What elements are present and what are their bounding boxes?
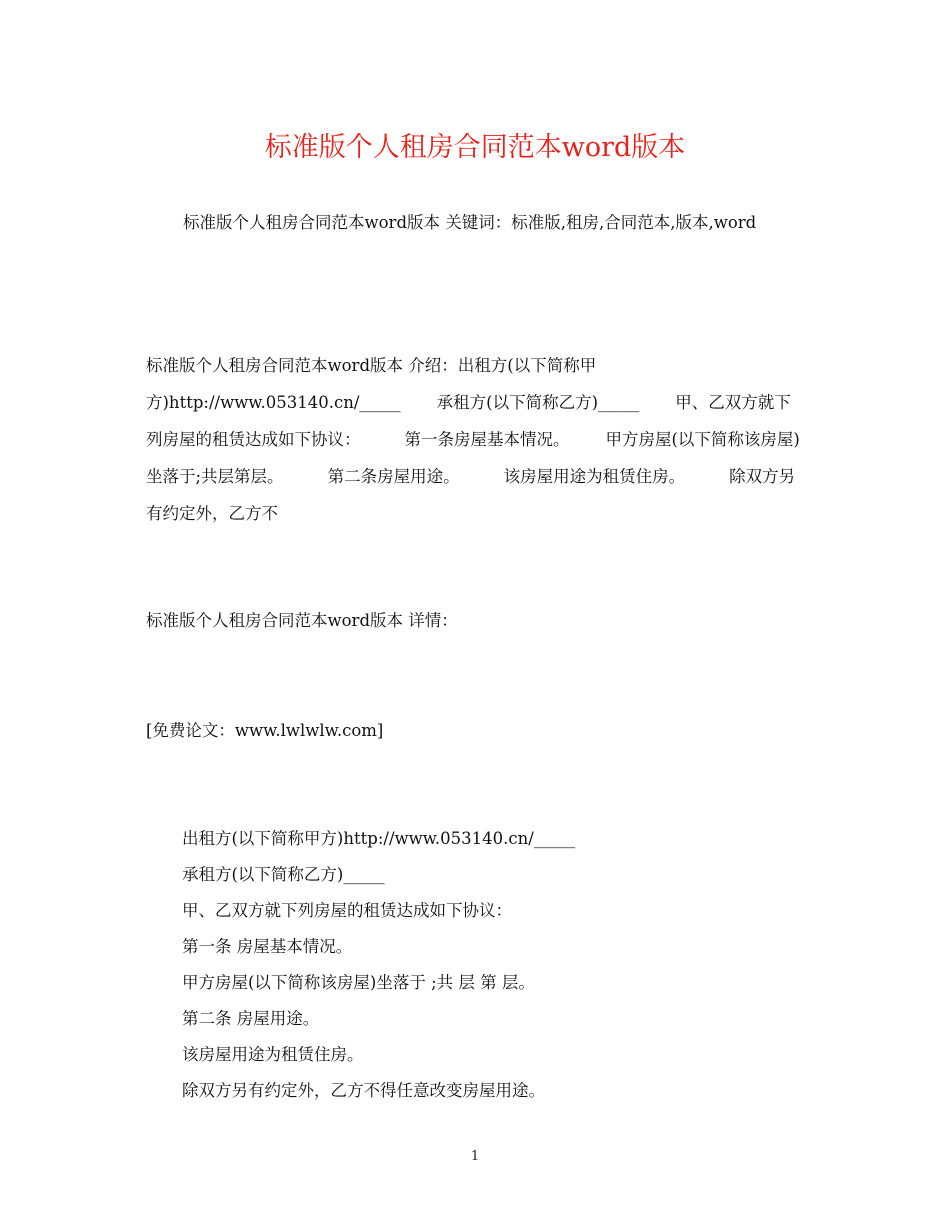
keywords-paragraph: 标准版个人租房合同范本word版本 关键词：标准版,租房,合同范本,版本,word	[183, 213, 757, 232]
document-title: 标准版个人租房合同范本word版本	[264, 132, 686, 163]
contract-line-agreement: 甲、乙双方就下列房屋的租赁达成如下协议：	[182, 901, 512, 920]
intro-sentence-8: 除双方另有约定外，乙方不	[146, 467, 796, 523]
intro-paragraph	[146, 347, 806, 532]
intro-sentence-6: 第二条房屋用途。	[327, 467, 460, 486]
contract-line-restriction: 除双方另有约定外，乙方不得任意改变房屋用途。	[182, 1081, 545, 1100]
source-link[interactable]: [免费论文：www.lwlwlw.com]	[146, 721, 384, 740]
intro-sentence-4: 第一条房屋基本情况。	[404, 430, 570, 449]
page-number: 1	[470, 1149, 480, 1164]
intro-sentence-7: 该房屋用途为租赁住房。	[503, 467, 686, 486]
detail-heading: 标准版个人租房合同范本word版本 详情：	[146, 611, 458, 630]
intro-sentence-5: 甲方房屋(以下简称该房屋)坐落于;共层第层。	[146, 430, 800, 486]
intro-sentence-1: 标准版个人租房合同范本word版本 介绍：出租方(以下简称甲方)http://www.053140.cn/_____	[146, 356, 597, 412]
contract-line-location: 甲方房屋(以下简称该房屋)坐落于 ;共 层 第 层。	[182, 973, 535, 992]
contract-line-lessor: 出租方(以下简称甲方)http://www.053140.cn/_____	[182, 829, 576, 848]
intro-sentence-2: 承租方(以下简称乙方)_____	[436, 393, 640, 412]
contract-line-lessee: 承租方(以下简称乙方)_____	[182, 865, 385, 884]
intro-sentence-3: 甲、乙双方就下列房屋的租赁达成如下协议：	[146, 393, 791, 449]
contract-body	[182, 821, 802, 1109]
contract-line-article-1: 第一条 房屋基本情况。	[182, 937, 353, 956]
contract-line-usage: 该房屋用途为租赁住房。	[182, 1045, 364, 1064]
contract-line-article-2: 第二条 房屋用途。	[182, 1009, 320, 1028]
